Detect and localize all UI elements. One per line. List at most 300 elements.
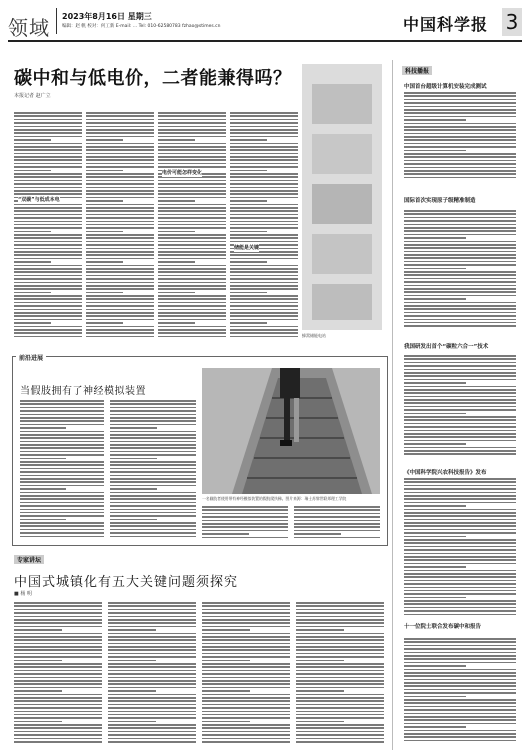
text-line (230, 254, 298, 256)
text-line (404, 210, 516, 212)
right-body-4 (404, 478, 516, 618)
text-line (404, 423, 516, 425)
text-line (158, 153, 226, 155)
right-headline-2: 国际首次实现原子级精准制造 (404, 198, 476, 204)
text-line (404, 261, 516, 263)
text-line (202, 653, 290, 655)
text-line (108, 734, 196, 736)
text-line (14, 326, 82, 328)
text-line (202, 656, 290, 658)
text-line (14, 251, 82, 253)
text-line (404, 106, 516, 108)
text-line (404, 264, 516, 266)
lead-photo (302, 64, 382, 330)
text-line (230, 298, 298, 300)
text-line (296, 629, 344, 631)
text-line (296, 734, 384, 736)
feature-headline: 当假肢拥有了神经模拟装置 (20, 386, 146, 397)
text-line (86, 139, 123, 141)
text-line (20, 427, 66, 429)
text-line (404, 542, 516, 544)
text-line (296, 714, 384, 716)
text-line (86, 312, 154, 314)
text-line (404, 706, 516, 708)
text-line (158, 183, 226, 185)
text-line (86, 166, 154, 168)
text-line (14, 711, 102, 713)
text-line (404, 173, 516, 175)
text-line (296, 724, 384, 726)
text-line (404, 453, 516, 455)
text-line (404, 699, 516, 701)
text-line (404, 426, 516, 428)
text-line (110, 451, 196, 453)
text-line (404, 305, 516, 307)
text-line (14, 741, 102, 743)
text-line (110, 532, 196, 534)
text-line (404, 362, 516, 364)
text-line (110, 427, 157, 429)
text-line (404, 160, 516, 162)
text-line (202, 629, 250, 631)
text-line (86, 288, 154, 290)
text-line (296, 626, 384, 628)
feature-photo (202, 368, 380, 494)
text-line (404, 281, 516, 283)
text-line (14, 288, 82, 290)
text-line (404, 559, 516, 561)
text-line (108, 643, 196, 645)
text-line (404, 546, 516, 548)
text-line (108, 680, 196, 682)
text-line (20, 437, 104, 439)
text-line (404, 522, 516, 524)
text-line (404, 702, 516, 704)
text-line (296, 717, 384, 719)
text-line (294, 516, 380, 518)
text-line (14, 217, 82, 219)
text-line (296, 633, 384, 635)
text-line (296, 677, 384, 679)
text-line (404, 116, 516, 118)
text-line (230, 143, 298, 145)
editor-credits: 编辑：赵 帆 校对：何工新 E-mail: ... Tel: 010-62580783 fzhao@stimes.cn (62, 24, 221, 29)
text-line (404, 696, 466, 698)
text-line (20, 424, 104, 426)
text-line (110, 519, 157, 521)
text-line (202, 520, 288, 522)
text-line (14, 605, 102, 607)
text-line (296, 660, 344, 662)
text-line (404, 645, 516, 647)
text-line (202, 670, 290, 672)
text-line (86, 132, 154, 134)
text-line (404, 733, 516, 735)
text-line (14, 132, 82, 134)
text-line (404, 396, 516, 398)
text-line (404, 217, 516, 219)
text-line (14, 129, 82, 131)
text-line (202, 636, 290, 638)
text-line (158, 143, 226, 145)
text-line (14, 115, 82, 117)
text-line (14, 609, 102, 611)
text-line (86, 143, 154, 145)
text-line (404, 409, 516, 411)
text-line (86, 183, 154, 185)
text-line (14, 149, 82, 151)
text-line (158, 214, 226, 216)
text-line (294, 530, 380, 532)
text-line (230, 166, 298, 168)
text-line (14, 612, 102, 614)
text-line (404, 529, 516, 531)
text-line (230, 268, 298, 270)
text-line (404, 315, 516, 317)
text-line (14, 643, 102, 645)
text-line (202, 704, 290, 706)
text-line (158, 258, 226, 260)
text-line (110, 461, 196, 463)
text-line (296, 612, 384, 614)
text-line (404, 607, 516, 609)
text-line (86, 146, 154, 148)
text-line (404, 665, 466, 667)
text-line (404, 576, 516, 578)
text-line (404, 139, 516, 141)
text-line (230, 217, 298, 219)
text-line (86, 163, 154, 165)
text-line (404, 146, 516, 148)
text-line (404, 539, 516, 541)
text-line (404, 288, 516, 290)
text-line (14, 332, 82, 334)
masthead: 中国科学报 (403, 15, 489, 34)
feature-photo-caption: 一名截肢者使用带有神经模拟装置的假肢爬扶梯。图片来源：瑞士苏黎世联邦理工学院 (202, 496, 347, 501)
lead-body-col-4 (230, 112, 298, 344)
text-line (404, 372, 516, 374)
text-line (404, 662, 516, 664)
text-line (158, 231, 195, 233)
text-line (404, 271, 516, 273)
text-line (404, 580, 516, 582)
text-line (404, 638, 516, 640)
text-line (404, 573, 516, 575)
text-line (296, 731, 384, 733)
text-line (404, 675, 516, 677)
text-line (86, 261, 123, 263)
text-line (230, 295, 298, 297)
text-line (404, 505, 466, 507)
text-line (20, 515, 104, 517)
text-line (20, 522, 104, 524)
text-line (20, 461, 104, 463)
text-line (404, 498, 516, 500)
text-line (14, 312, 82, 314)
lead-body-col-3 (158, 112, 226, 344)
text-line (202, 509, 288, 511)
text-line (108, 636, 196, 638)
lead-body-col-2 (86, 112, 154, 344)
page-number: 3 (502, 8, 522, 36)
text-line (20, 505, 104, 507)
text-line (404, 213, 516, 215)
text-line (296, 605, 384, 607)
text-line (110, 475, 196, 477)
text-line (110, 512, 196, 514)
text-line (404, 392, 516, 394)
text-line (86, 292, 123, 294)
text-line (110, 522, 196, 524)
text-line (296, 700, 384, 702)
text-line (404, 126, 516, 128)
bottom-body-col-4 (296, 602, 384, 746)
text-line (404, 614, 516, 616)
header-vertical-rule (56, 8, 57, 34)
text-line (404, 413, 466, 415)
text-line (14, 629, 62, 631)
text-line (404, 566, 466, 568)
text-line (404, 379, 516, 381)
text-line (14, 727, 102, 729)
text-line (14, 734, 102, 736)
text-line (230, 305, 298, 307)
text-line (158, 265, 226, 267)
text-line (158, 217, 226, 219)
text-line (404, 156, 516, 158)
text-line (404, 402, 516, 404)
text-line (158, 298, 226, 300)
text-line (296, 673, 384, 675)
text-line (110, 454, 196, 456)
text-line (404, 590, 516, 592)
text-line (202, 683, 290, 685)
text-line (108, 721, 156, 723)
text-line (230, 197, 298, 199)
text-line (86, 159, 154, 161)
text-line (230, 180, 298, 182)
text-line (404, 682, 516, 684)
text-line (14, 666, 102, 668)
text-line (14, 187, 82, 189)
text-line (404, 133, 516, 135)
text-line (20, 407, 104, 409)
text-line (202, 673, 290, 675)
text-line (108, 707, 196, 709)
text-line (86, 298, 154, 300)
text-line (230, 231, 267, 233)
text-line (158, 187, 226, 189)
text-line (404, 227, 516, 229)
text-line (86, 136, 154, 138)
text-line (110, 498, 196, 500)
text-line (404, 672, 516, 674)
text-line (230, 329, 298, 331)
text-line (202, 724, 290, 726)
text-line (158, 224, 226, 226)
text-line (86, 282, 154, 284)
text-line (108, 727, 196, 729)
text-line (230, 153, 298, 155)
text-line (230, 115, 298, 117)
text-line (404, 692, 516, 694)
text-line (404, 597, 466, 599)
text-line (20, 512, 104, 514)
text-line (404, 740, 516, 742)
text-line (230, 207, 298, 209)
text-line (404, 536, 466, 538)
text-line (20, 481, 104, 483)
text-line (110, 485, 196, 487)
text-line (202, 513, 288, 515)
text-line (404, 416, 516, 418)
text-line (404, 153, 516, 155)
text-line (230, 227, 298, 229)
text-line (404, 274, 516, 276)
text-line (86, 156, 154, 158)
text-line (158, 193, 226, 195)
text-line (20, 431, 104, 433)
text-line (296, 609, 384, 611)
text-line (230, 146, 298, 148)
text-line (14, 717, 102, 719)
text-line (14, 704, 102, 706)
text-line (14, 231, 51, 233)
text-line (404, 485, 516, 487)
text-line (86, 268, 154, 270)
text-line (14, 690, 62, 692)
text-line (158, 315, 226, 317)
text-line (230, 183, 298, 185)
text-line (404, 593, 516, 595)
text-line (202, 687, 290, 689)
feature-body-col-2 (110, 400, 196, 540)
text-line (158, 288, 226, 290)
text-line (404, 641, 516, 643)
text-line (202, 646, 290, 648)
text-line (404, 112, 516, 114)
lead-subhead-1: “双碳”与低成本电 (18, 197, 60, 203)
text-line (86, 315, 154, 317)
text-line (14, 278, 82, 280)
text-line (14, 119, 82, 121)
text-line (14, 268, 82, 270)
text-line (404, 502, 516, 504)
text-line (20, 488, 66, 490)
text-line (230, 234, 298, 236)
bottom-body-col-3 (202, 602, 290, 746)
text-line (14, 190, 82, 192)
text-line (20, 509, 104, 511)
text-line (294, 537, 380, 539)
text-line (404, 549, 516, 551)
text-line (108, 653, 196, 655)
text-line (230, 221, 298, 223)
text-line (404, 325, 516, 327)
text-line (14, 656, 102, 658)
text-line (20, 471, 104, 473)
text-line (86, 224, 154, 226)
text-line (404, 230, 516, 232)
text-line (20, 403, 104, 405)
text-line (230, 237, 298, 239)
text-line (296, 656, 384, 658)
text-line (20, 498, 104, 500)
text-line (404, 251, 516, 253)
text-line (110, 444, 196, 446)
text-line (108, 663, 196, 665)
text-line (86, 214, 154, 216)
text-line (14, 214, 82, 216)
text-line (404, 257, 516, 259)
text-line (202, 526, 288, 528)
text-line (404, 375, 516, 377)
text-line (110, 495, 196, 497)
feature-body-col-3 (202, 506, 288, 540)
text-line (158, 332, 226, 334)
text-line (86, 322, 123, 324)
text-line (404, 319, 516, 321)
text-line (296, 639, 384, 641)
text-line (110, 403, 196, 405)
text-line (404, 312, 516, 314)
text-line (108, 649, 196, 651)
text-line (404, 109, 516, 111)
text-line (86, 122, 154, 124)
text-line (158, 156, 226, 158)
right-headline-3: 我国研发出首个“碳粒六合一”技术 (404, 344, 489, 350)
text-line (158, 210, 226, 212)
text-line (110, 414, 196, 416)
text-line (230, 332, 298, 334)
text-line (20, 525, 104, 527)
text-line (230, 170, 267, 172)
lead-byline: 本报记者 赵广立 (14, 93, 51, 99)
text-line (404, 658, 516, 660)
text-line (404, 716, 516, 718)
text-line (230, 156, 298, 158)
text-line (404, 224, 516, 226)
text-line (14, 298, 82, 300)
text-line (404, 600, 516, 602)
text-line (404, 512, 516, 514)
text-line (296, 707, 384, 709)
text-line (110, 525, 196, 527)
text-line (202, 537, 288, 539)
text-line (158, 136, 226, 138)
text-line (404, 587, 516, 589)
text-line (86, 190, 154, 192)
text-line (404, 430, 516, 432)
text-line (230, 214, 298, 216)
text-line (158, 132, 226, 134)
text-line (230, 258, 298, 260)
text-line (14, 309, 82, 311)
text-line (202, 727, 290, 729)
text-line (86, 271, 154, 273)
text-line (296, 721, 344, 723)
text-line (230, 173, 298, 175)
lead-photo-caption: 蜂窝储能电站 (302, 333, 326, 338)
text-line (404, 519, 516, 521)
text-line (158, 234, 226, 236)
text-line (108, 622, 196, 624)
text-line (14, 731, 102, 733)
text-line (14, 700, 102, 702)
text-line (20, 495, 104, 497)
text-line (294, 533, 341, 535)
text-line (14, 271, 82, 273)
